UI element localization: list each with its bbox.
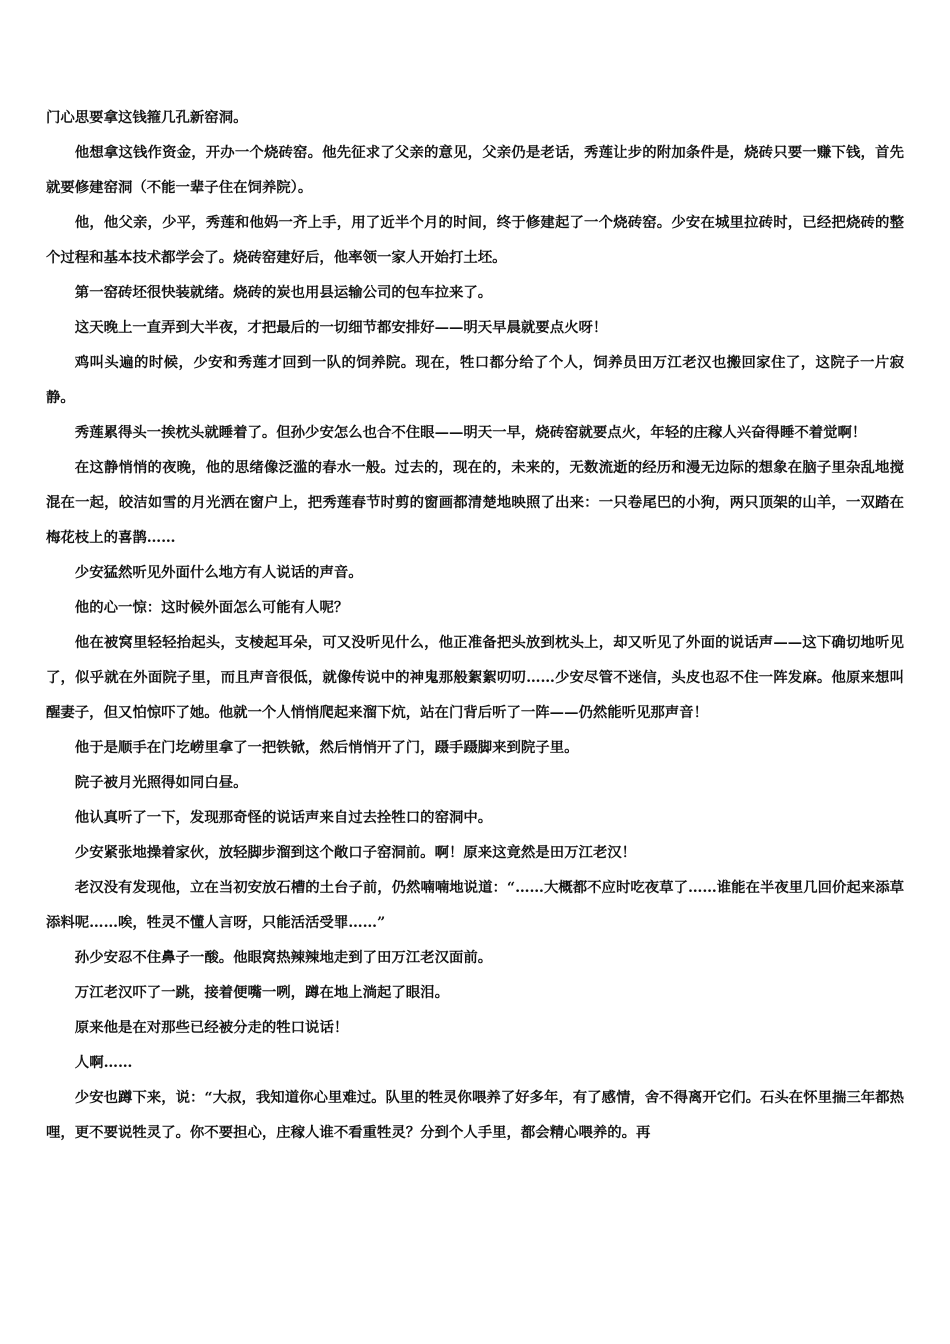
- paragraph-18: 万江老汉吓了一跳，接着便嘴一咧，蹲在地上淌起了眼泪。: [74, 984, 449, 1001]
- paragraph-21: 少安也蹲下来，说：“大叔，我知道你心里难过。队里的牲灵你喂养了好多年，有了感情，舍不得离开它们。石头在怀里揣三年都热哩，更不要说牲灵了。你不要担心，庄稼人谁不看重牲灵？分到个人手里，都会精心喂养的。再: [46, 1089, 904, 1141]
- paragraph-5: 这天晚上一直弄到大半夜，才把最后的一切细节都安排好——明天早晨就要点火呀！: [74, 319, 608, 336]
- paragraph-1: 门心思要拿这钱箍几孔新窑洞。: [46, 109, 248, 126]
- paragraph-17: 孙少安忍不住鼻子一酸。他眼窝热辣辣地走到了田万江老汉面前。: [74, 949, 493, 966]
- paragraph-12: 他于是顺手在门圪崂里拿了一把铁锨，然后悄悄开了门，蹑手蹑脚来到院子里。: [74, 739, 579, 756]
- paragraph-19: 原来他是在对那些已经被分走的牲口说话！: [74, 1019, 349, 1036]
- paragraph-11: 他在被窝里轻轻抬起头，支棱起耳朵，可又没听见什么，他正准备把头放到枕头上，却又听见了外面的说话声——这下确切地听见了，似乎就在外面院子里，而且声音很低，就像传说中的神鬼那般絮絮叨叨……少安尽管不迷信，头皮也忍不住一阵发麻。他原来想叫醒妻子，但又怕惊吓了她。他就一个人悄悄爬起来溜下炕，站在门背后听了一阵——仍然能听见那声音！: [46, 634, 904, 721]
- paragraph-6: 鸡叫头遍的时候，少安和秀莲才回到一队的饲养院。现在，牲口都分给了个人，饲养员田万江老汉也搬回家住了，这院子一片寂静。: [46, 354, 904, 406]
- paragraph-20: 人啊……: [74, 1054, 133, 1071]
- paragraph-14: 他认真听了一下，发现那奇怪的说话声来自过去拴牲口的窑洞中。: [74, 809, 493, 826]
- paragraph-4: 第一窑砖坯很快装就绪。烧砖的炭也用县运输公司的包车拉来了。: [74, 284, 493, 301]
- paragraph-10: 他的心一惊：这时候外面怎么可能有人呢？: [74, 599, 349, 616]
- paragraph-7: 秀莲累得头一挨枕头就睡着了。但孙少安怎么也合不住眼——明天一早，烧砖窑就要点火，年轻的庄稼人兴奋得睡不着觉啊！: [74, 424, 867, 441]
- paragraph-3: 他，他父亲，少平，秀莲和他妈一齐上手，用了近半个月的时间，终于修建起了一个烧砖窑。少安在城里拉砖时，已经把烧砖的整个过程和基本技术都学会了。烧砖窑建好后，他率领一家人开始打土坯。: [46, 214, 904, 266]
- paragraph-15: 少安紧张地操着家伙，放轻脚步溜到这个敞口子窑洞前。啊！原来这竟然是田万江老汉！: [74, 844, 637, 861]
- paragraph-2: 他想拿这钱作资金，开办一个烧砖窑。他先征求了父亲的意见，父亲仍是老话，秀莲让步的附加条件是，烧砖只要一赚下钱，首先就要修建窑洞（不能一辈子住在饲养院）。: [46, 144, 904, 196]
- paragraph-8: 在这静悄悄的夜晚，他的思绪像泛滥的春水一般。过去的，现在的，未来的，无数流逝的经历和漫无边际的想象在脑子里杂乱地搅混在一起，皎洁如雪的月光洒在窗户上，把秀莲春节时剪的窗画都清楚地映照了出来：一只卷尾巴的小狗，两只顶架的山羊，一双踏在梅花枝上的喜鹊……: [46, 459, 904, 546]
- paragraph-16: 老汉没有发现他，立在当初安放石槽的土台子前，仍然喃喃地说道：“……大概都不应时吃夜草了……谁能在半夜里几回价起来添草添料呢……唉，牲灵不懂人言呀，只能活活受罪……”: [46, 879, 904, 931]
- paragraph-9: 少安猛然听见外面什么地方有人说话的声音。: [74, 564, 363, 581]
- paragraph-13: 院子被月光照得如同白昼。: [74, 774, 248, 791]
